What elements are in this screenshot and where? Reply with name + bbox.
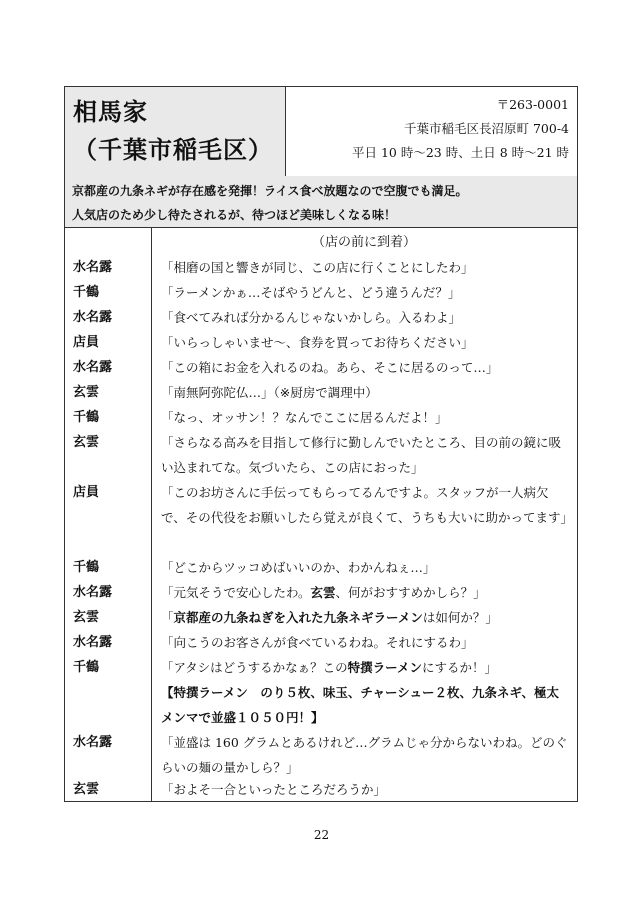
highlighted-name: 玄雲 xyxy=(310,585,336,600)
speaker: 玄雲 xyxy=(73,435,100,450)
speaker: 千鶴 xyxy=(73,410,100,425)
menu-description: メンマで並盛１０５０円！】 xyxy=(161,710,324,725)
dialogue-line: 「並盛は 160 グラムとあるけれど…グラムじゃ分からないわね。どのぐらいの麺の量かしら？」 xyxy=(161,735,568,775)
dialogue-line xyxy=(161,580,573,605)
speaker: 千鶴 xyxy=(73,560,100,575)
menu-description: 【特撰ラーメン のり５枚、味玉、チャーシュー２枚、九条ネギ、極太 xyxy=(161,685,560,700)
dialogue-line: 「およそ一合といったところだろうか」 xyxy=(161,782,387,797)
dialogue-text: 、何がおすすめかしら？」 xyxy=(335,585,486,600)
dialogue-line xyxy=(161,380,573,405)
speaker: 水名露 xyxy=(73,260,113,275)
summary-box xyxy=(64,176,578,228)
dialogue-text: 「南無阿弥陀仏…」 xyxy=(161,385,274,400)
dialogue-text: 「 xyxy=(161,610,174,625)
dialogue-text: 「元気そうで安心したわ。 xyxy=(161,585,311,600)
highlighted-dish: 京都産の九条ねぎを入れた九条ネギラーメン xyxy=(173,610,423,625)
shop-ward: （千葉市稲毛区） xyxy=(73,136,273,164)
summary-line: 京都産の九条ネギが存在感を発揮！ライス食べ放題なので空腹でも満足。 xyxy=(72,184,468,198)
speaker: 水名露 xyxy=(73,635,113,650)
speaker: 水名露 xyxy=(73,735,113,750)
speaker: 水名露 xyxy=(73,360,113,375)
shop-info-cell xyxy=(286,87,577,176)
shop-name: 相馬家 xyxy=(73,98,148,126)
dialogue-line xyxy=(161,605,573,630)
dialogue-line: 「いらっしゃいませ〜、食券を買ってお待ちください」 xyxy=(161,335,474,350)
dialogue-line: 「このお坊さんに手伝ってもらってるんですよ。スタッフが一人病欠で、その代役をお願いしたら覚えが良くて、うちも大いに助かってます」 xyxy=(161,485,574,525)
speaker: 千鶴 xyxy=(73,660,100,675)
dialogue-line: 「どこからツッコめばいいのか、わかんねぇ…」 xyxy=(161,560,436,575)
dialogue-table xyxy=(64,228,578,802)
dialogue-text: は如何か？」 xyxy=(422,610,498,625)
hours: 平日 10 時〜23 時、土日 8 時〜21 時 xyxy=(351,145,569,160)
dialogue-line: 「食べてみれば分かるんじゃないかしら。入るわよ」 xyxy=(161,310,462,325)
page-number: 22 xyxy=(313,828,330,842)
shop-name-cell xyxy=(65,87,286,176)
speaker: 店員 xyxy=(73,485,100,500)
stage-direction: （店の前に到着） xyxy=(311,235,416,250)
dialogue-line: 「相磨の国と響きが同じ、この店に行くことにしたわ」 xyxy=(161,260,474,275)
speaker: 玄雲 xyxy=(73,782,100,797)
kitchen-note: （※厨房で調理中） xyxy=(273,385,378,400)
speaker: 店員 xyxy=(73,335,100,350)
speaker: 水名露 xyxy=(73,310,113,325)
speaker: 玄雲 xyxy=(73,610,100,625)
address: 千葉市稲毛区長沼原町 700-4 xyxy=(403,121,569,136)
dialogue-line: 「向こうのお客さんが食べているわね。それにするわ」 xyxy=(161,635,474,650)
dialogue-line: 「さらなる高みを目指して修行に勤しんでいたところ、目の前の鏡に吸い込まれてな。気づいたら、この店におった」 xyxy=(161,435,562,475)
shop-header xyxy=(64,86,578,177)
dialogue-line xyxy=(161,655,573,680)
dialogue-line: 「ラーメンかぁ…そばやうどんと、どう違うんだ？」 xyxy=(161,285,461,300)
speaker: 玄雲 xyxy=(73,385,100,400)
speaker: 水名露 xyxy=(73,585,113,600)
highlighted-dish: 特撰ラーメン xyxy=(347,660,423,675)
dialogue-text: 「アタシはどうするかなぁ？この xyxy=(161,660,348,675)
dialogue-line: 「この箱にお金を入れるのね。あら、そこに居るのって…」 xyxy=(161,360,499,375)
column-divider xyxy=(151,228,152,801)
dialogue-line: 「なっ、オッサン！？なんでここに居るんだよ！」 xyxy=(161,410,448,425)
speaker: 千鶴 xyxy=(73,285,100,300)
postal-code: 〒263-0001 xyxy=(496,97,569,112)
summary-line: 人気店のため少し待たされるが、待つほど美味しくなる味！ xyxy=(72,208,397,222)
dialogue-text: にするか！」 xyxy=(422,660,498,675)
